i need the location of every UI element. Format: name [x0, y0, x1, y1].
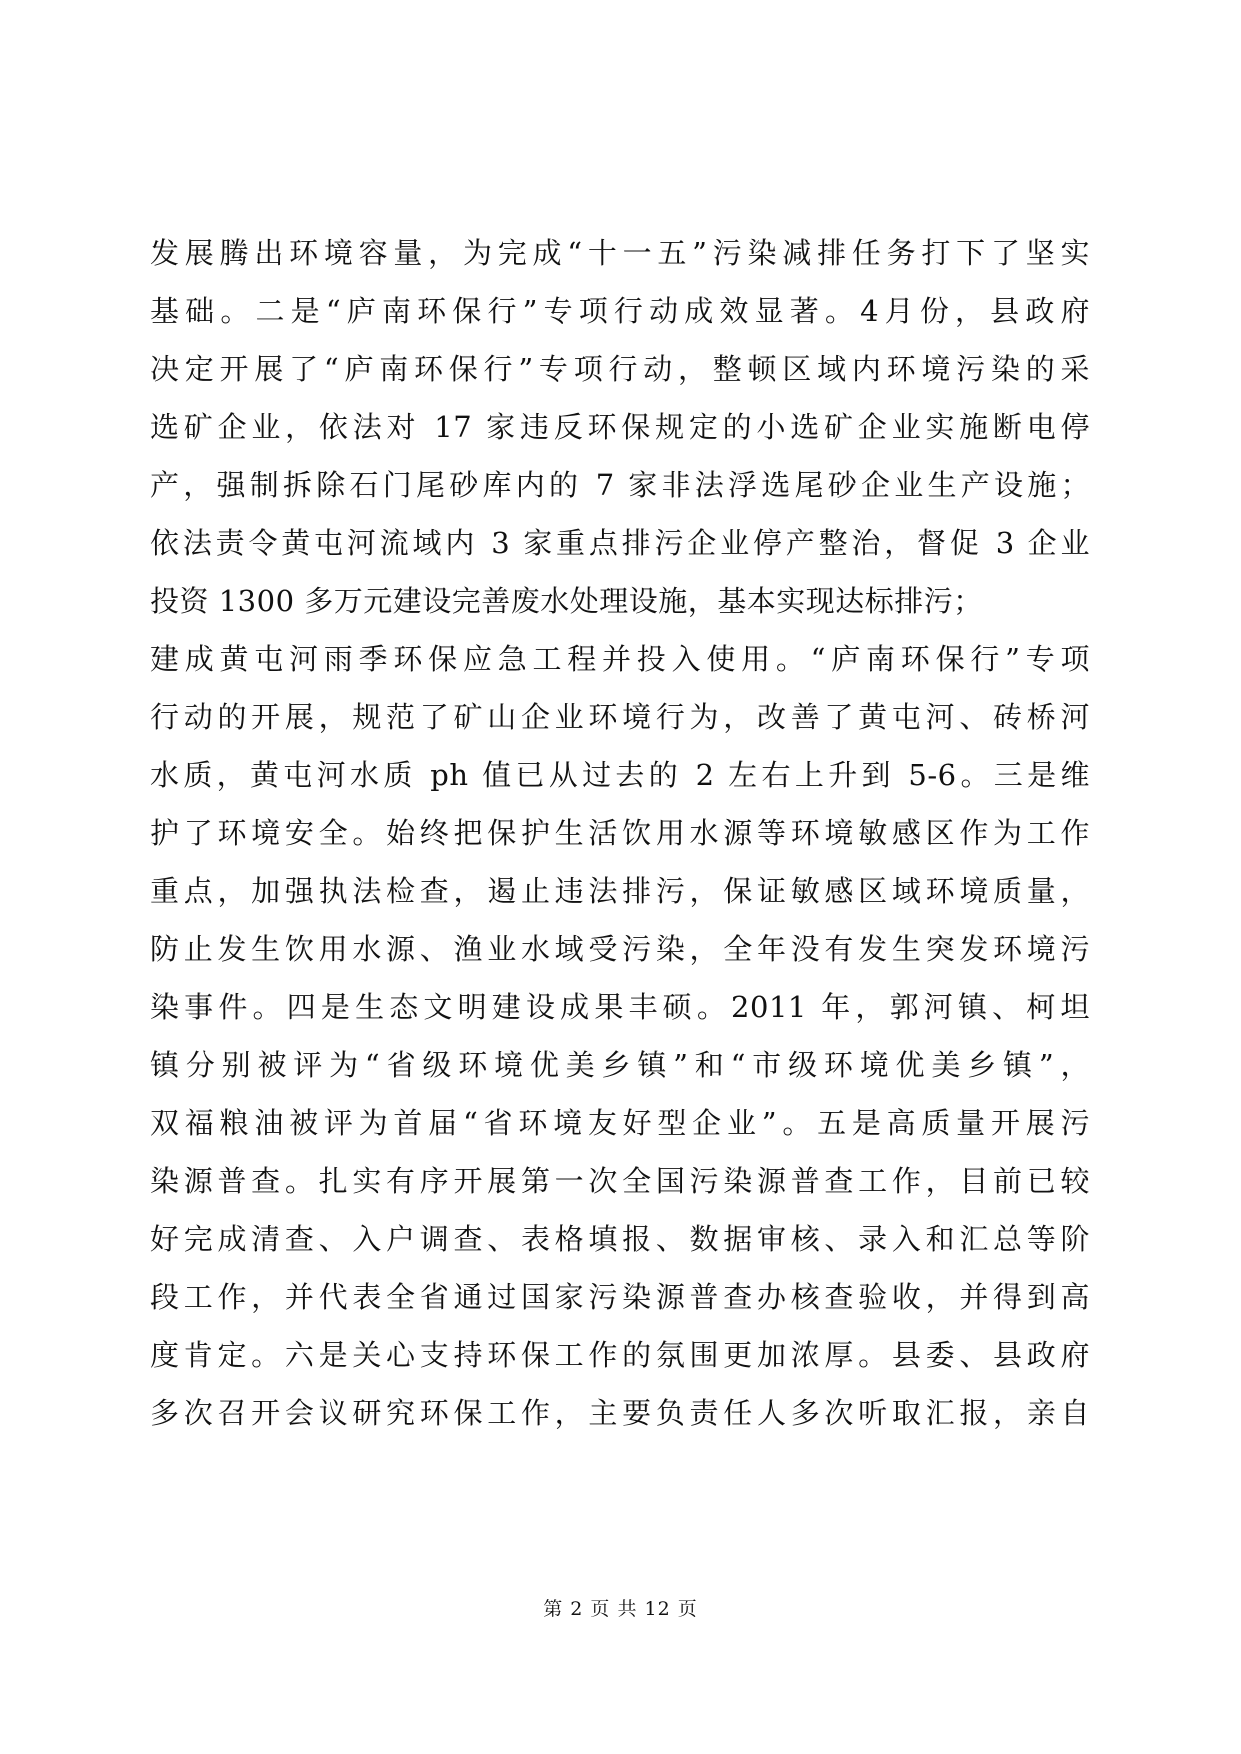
text-line: 染事件。四是生态文明建设成果丰硕。2011 年，郭河镇、柯坦 [150, 990, 1090, 1024]
text-line: 镇分别被评为“省级环境优美乡镇”和“市级环境优美乡镇”， [150, 1048, 1090, 1082]
text-line: 度肯定。六是关心支持环保工作的氛围更加浓厚。县委、县政府 [150, 1338, 1090, 1372]
text-line: 多次召开会议研究环保工作，主要负责任人多次听取汇报，亲自 [150, 1396, 1090, 1430]
text-line: 依法责令黄屯河流域内 3 家重点排污企业停产整治，督促 3 企业 [150, 526, 1090, 560]
text-line: 选矿企业，依法对 17 家违反环保规定的小选矿企业实施断电停 [150, 410, 1090, 444]
text-line: 发展腾出环境容量，为完成“十一五”污染减排任务打下了坚实 [150, 236, 1090, 270]
text-line: 水质，黄屯河水质 ph 值已从过去的 2 左右上升到 5-6。三是维 [150, 758, 1090, 792]
text-line: 护了环境安全。始终把保护生活饮用水源等环境敏感区作为工作 [150, 816, 1090, 850]
body-text [150, 224, 1090, 1442]
text-line: 染源普查。扎实有序开展第一次全国污染源普查工作，目前已较 [150, 1164, 1090, 1198]
text-line: 建成黄屯河雨季环保应急工程并投入使用。“庐南环保行”专项 [150, 642, 1090, 676]
text-line: 产，强制拆除石门尾砂库内的 7 家非法浮选尾砂企业生产设施； [150, 468, 1090, 502]
text-line: 防止发生饮用水源、渔业水域受污染，全年没有发生突发环境污 [150, 932, 1090, 966]
text-line: 双福粮油被评为首届“省环境友好型企业”。五是高质量开展污 [150, 1106, 1090, 1140]
text-line: 行动的开展，规范了矿山企业环境行为，改善了黄屯河、砖桥河 [150, 700, 1090, 734]
text-line: 段工作，并代表全省通过国家污染源普查办核查验收，并得到高 [150, 1280, 1090, 1314]
text-line: 重点，加强执法检查，遏止违法排污，保证敏感区域环境质量， [150, 874, 1090, 908]
text-line: 好完成清查、入户调查、表格填报、数据审核、录入和汇总等阶 [150, 1222, 1090, 1256]
text-line: 投资 1300 多万元建设完善废水处理设施，基本实现达标排污； [150, 584, 983, 618]
text-line: 决定开展了“庐南环保行”专项行动，整顿区域内环境污染的采 [150, 352, 1090, 386]
text-line: 基础。二是“庐南环保行”专项行动成效显著。4月份，县政府 [150, 294, 1090, 328]
page-number-footer: 第 2 页 共 12 页 [543, 1598, 698, 1620]
